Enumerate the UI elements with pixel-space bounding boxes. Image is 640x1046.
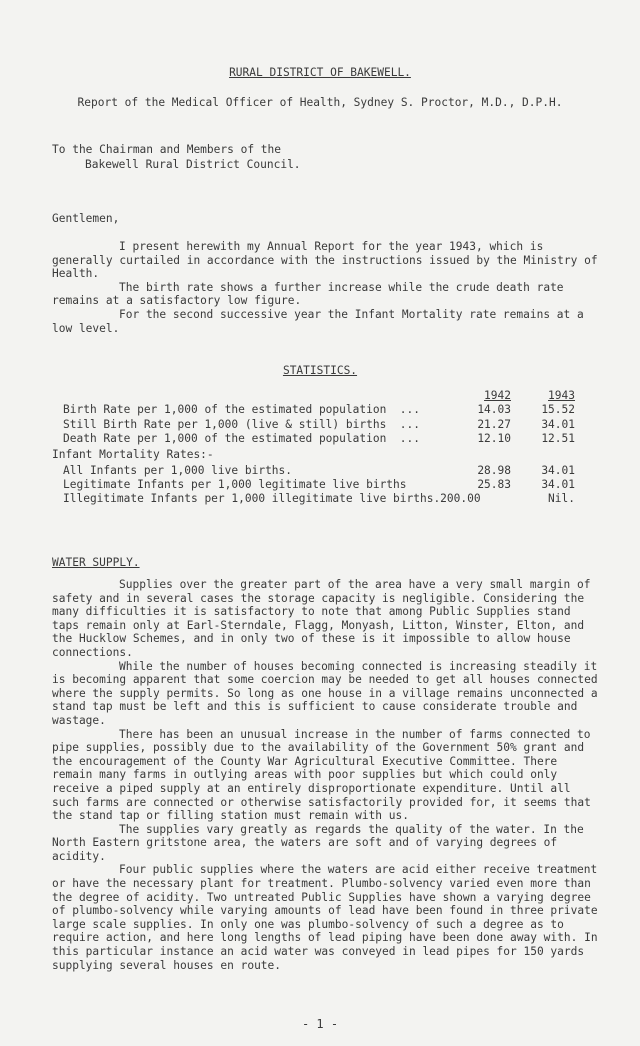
water-paragraph: The supplies vary greatly as regards the quality of the water. In the North Eastern gritstone area, the waters are soft and of varying degrees of acidity.	[52, 822, 584, 863]
intro-paragraph: I present herewith my Annual Report for the year 1943, which is generally curtailed in accordance with the instructions issued by the Ministry of Health.	[52, 240, 598, 281]
column-header-1943: 1943	[548, 389, 575, 402]
address-line-1: To the Chairman and Members of the	[52, 143, 282, 156]
stats-row-label: All Infants per 1,000 live births.	[63, 464, 293, 477]
stats-row-label: Death Rate per 1,000 of the estimated population ...	[63, 432, 420, 445]
water-supply-heading: WATER SUPPLY.	[52, 556, 140, 569]
stats-row-1942: 21.27	[477, 418, 511, 431]
stats-row-label: Legitimate Infants per 1,000 legitimate live births	[63, 478, 407, 491]
statistics-heading: STATISTICS.	[282, 364, 358, 377]
intro-text	[52, 240, 598, 335]
stats-row-1943: Nil.	[548, 492, 575, 505]
stats-row	[63, 432, 583, 446]
infant-mortality-heading: Infant Mortality Rates:-	[52, 448, 214, 461]
water-paragraph: Four public supplies where the waters are acid either receive treatment or have the necessary plant for treatment. Plumbo-solvency varied even more than the degree of acidity. Two untreated Public Supplies have shown a varying degree of plumbo-solvency while varying amounts of lead have been found in three private large scale supplies. In only one was plumbo-solvency of such a degree as to require action, and here long lengths of lead piping have been done away with. In this particular instance an acid water was conveyed in lead pipes for 150 yards supplying several houses en route.	[52, 863, 598, 972]
intro-paragraph: For the second successive year the Infant Mortality rate remains at a low level.	[52, 307, 584, 335]
stats-row-1942: 12.10	[477, 432, 511, 445]
column-header-1942: 1942	[484, 389, 511, 402]
stats-row-1943: 15.52	[541, 403, 575, 416]
stats-row	[63, 464, 583, 478]
report-subtitle: Report of the Medical Officer of Health, Sydney S. Proctor, M.D., D.P.H.	[77, 96, 563, 109]
stats-row-1943: 34.01	[541, 418, 575, 431]
page-number: - 1 -	[301, 1017, 339, 1031]
stats-row-label: Still Birth Rate per 1,000 (live & still) births ...	[63, 418, 420, 431]
stats-row-1942: 14.03	[477, 403, 511, 416]
stats-row	[63, 403, 583, 417]
statistics-column-headers	[63, 389, 583, 403]
water-supply-text	[52, 578, 598, 972]
stats-row-1942: 25.83	[477, 478, 511, 491]
water-paragraph: While the number of houses becoming connected is increasing steadily it is becoming apparent that some coercion may be needed to get all houses connected where the supply permits. So long as one house in a village remains unconnected a stand tap must be left and this is sufficient to cause considerate trouble and wastage.	[52, 659, 598, 727]
water-paragraph: Supplies over the greater part of the area have a very small margin of safety and in several cases the storage capacity is negligible. Considering the many difficulties it is satisfactory to note that among Public Supplies stand taps remain only at Earl-Sterndale, Flagg, Monyash, Litton, Winster, Elton, and the Hucklow Schemes, and in only two of these is it impossible to allow house connections.	[52, 578, 591, 659]
intro-paragraph: The birth rate shows a further increase while the crude death rate remains at a satisfactory low figure.	[52, 280, 564, 308]
district-title: RURAL DISTRICT OF BAKEWELL.	[229, 66, 411, 79]
water-paragraph: There has been an unusual increase in the number of farms connected to pipe supplies, possibly due to the availability of the Government 50% grant and the encouragement of the County War Agricultural Executive Committee. There remain many farms in outlying areas with poor supplies but which could only receive a piped supply at an entirely disproportionate expenditure. Until all such farms are connected or otherwise satisfactorily provided for, it seems that the stand tap or filling station must remain with us.	[52, 727, 591, 823]
stats-row-1943: 34.01	[541, 464, 575, 477]
stats-row-1943: 12.51	[541, 432, 575, 445]
salutation: Gentlemen,	[52, 212, 120, 225]
stats-row	[63, 492, 583, 506]
stats-row	[63, 478, 583, 492]
stats-row	[63, 418, 583, 432]
stats-row-1942: 28.98	[477, 464, 511, 477]
stats-row-label: Birth Rate per 1,000 of the estimated population ...	[63, 403, 420, 416]
stats-row-1943: 34.01	[541, 478, 575, 491]
address-line-2: Bakewell Rural District Council.	[85, 158, 301, 171]
stats-row-label: Illegitimate Infants per 1,000 illegitimate live births.200.00	[63, 492, 481, 505]
